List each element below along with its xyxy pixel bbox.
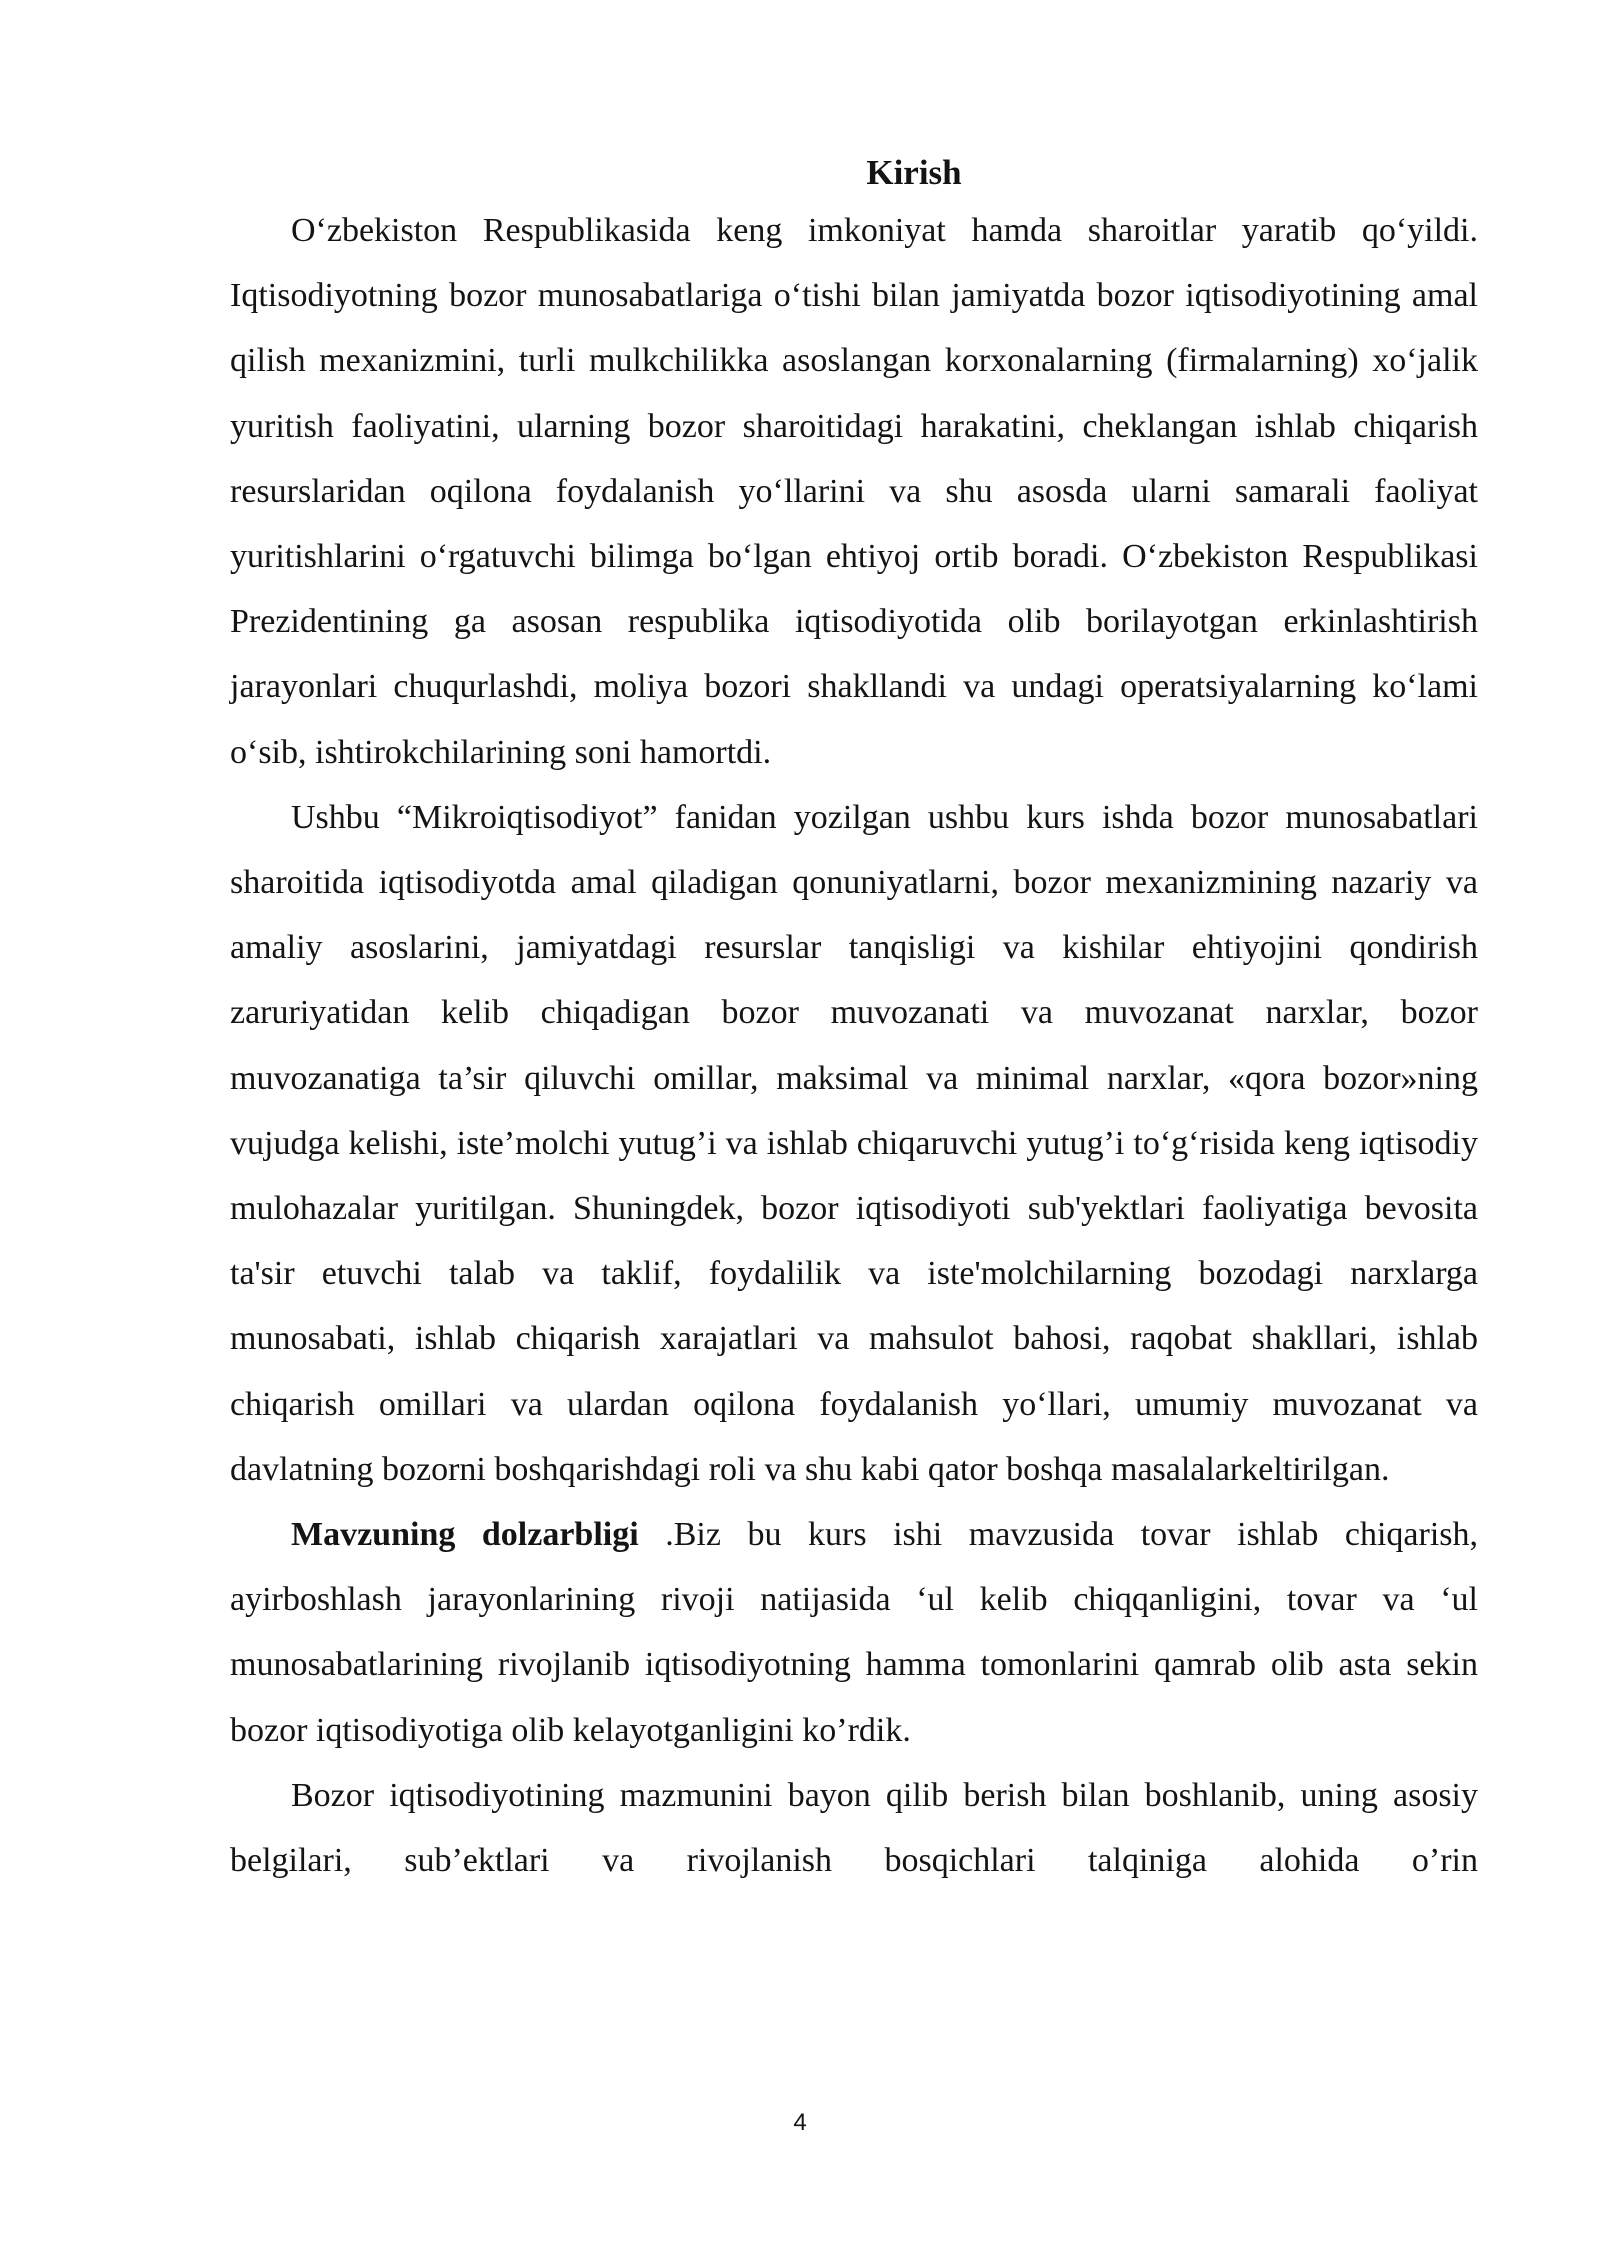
paragraph-intro [230,198,1478,785]
paragraph-course-work [230,785,1478,1502]
document-page [230,148,1478,1893]
paragraph-text: Ushbu “Mikroiqtisodiyot” fanidan yozilgan ushbu kurs ishda bozor munosabatlari sharoitida iqtisodiyotda amal qiladigan qonuniyatlarni, bozor mexanizmining nazariy va amaliy asoslarini, jamiyatdagi resurslar tanqisligi va kishilar ehtiyojini qondirish zaruriyatidan kelib chiqadigan bozor muvozanati va muvozanat narxlar, bozor muvozanatiga ta’sir qiluvchi omillar, maksimal va minimal narxlar, «qora bozor»ning vujudga kelishi, iste’molchi yutug’i va ishlab chiqaruvchi yutug’i to‘g‘risida keng iqtisodiy mulohazalar yuritilgan. Shuningdek, bozor iqtisodiyoti sub'yektlari faoliyatiga bevosita ta'sir etuvchi talab va taklif, foydalilik va iste'molchilarning bozodagi narxlarga munosabati, ishlab chiqarish xarajatlari va mahsulot bahosi, raqobat shakllari, ishlab chiqarish omillari va ulardan oqilona foydalanish yo‘llari, umumiy muvozanat va davlatning bozorni boshqarishdagi roli va shu kabi qator boshqa masalalarkeltirilgan. [230,798,1478,1488]
paragraph-text: .Biz bu kurs ishi mavzusida tovar ishlab chiqarish, ayirboshlash jarayonlarining rivoji natijasida ‘ul kelib chiqqanligini, tovar va ‘ul munosabatlarining rivojlanib iqtisodiyotning hamma tomonlarini qamrab olib asta sekin bozor iqtisodiyotiga olib kelayotganligini ko’rdik. [230,1516,1478,1749]
paragraph-relevance [230,1502,1478,1763]
paragraph-lead: Mavzuning dolzarbligi [291,1516,639,1554]
paragraph-text: O‘zbekiston Respublikasida keng imkoniyat hamda sharoitlar yaratib qo‘yildi. Iqtisodiyotning bozor munosabatlariga o‘tishi bilan jamiyatda bozor iqtisodiyotining amal qilish mexanizmini, turli mulkchilikka asoslangan korxonalarning (firmalarning) xo‘jalik yuritish faoliyatini, ularning bozor sharoitidagi harakatini, cheklangan ishlab chiqarish resurslaridan oqilona foydalanish yo‘llarini va shu asosda ularni samarali faoliyat yuritishlarini o‘rgatuvchi bilimga bo‘lgan ehtiyoj ortib boradi. O‘zbekiston Respublikasi Prezidentining ga asosan respublika iqtisodiyotida olib borilayotgan erkinlashtirish jarayonlari chuqurlashdi, moliya bozori shakllandi va undagi operatsiyalarning ko‘lami o‘sib, ishtirokchilarining soni hamortdi. [230,212,1478,771]
paragraph-text: Bozor iqtisodiyotining mazmunini bayon qilib berish bilan boshlanib, uning asosiy belgilari, sub’ektlari va rivojlanish bosqichlari talqiniga alohida o’rin [230,1776,1478,1880]
page-number: 4 [793,2109,807,2136]
paragraph-market-economy [230,1763,1478,1893]
section-heading: Kirish [866,153,962,192]
